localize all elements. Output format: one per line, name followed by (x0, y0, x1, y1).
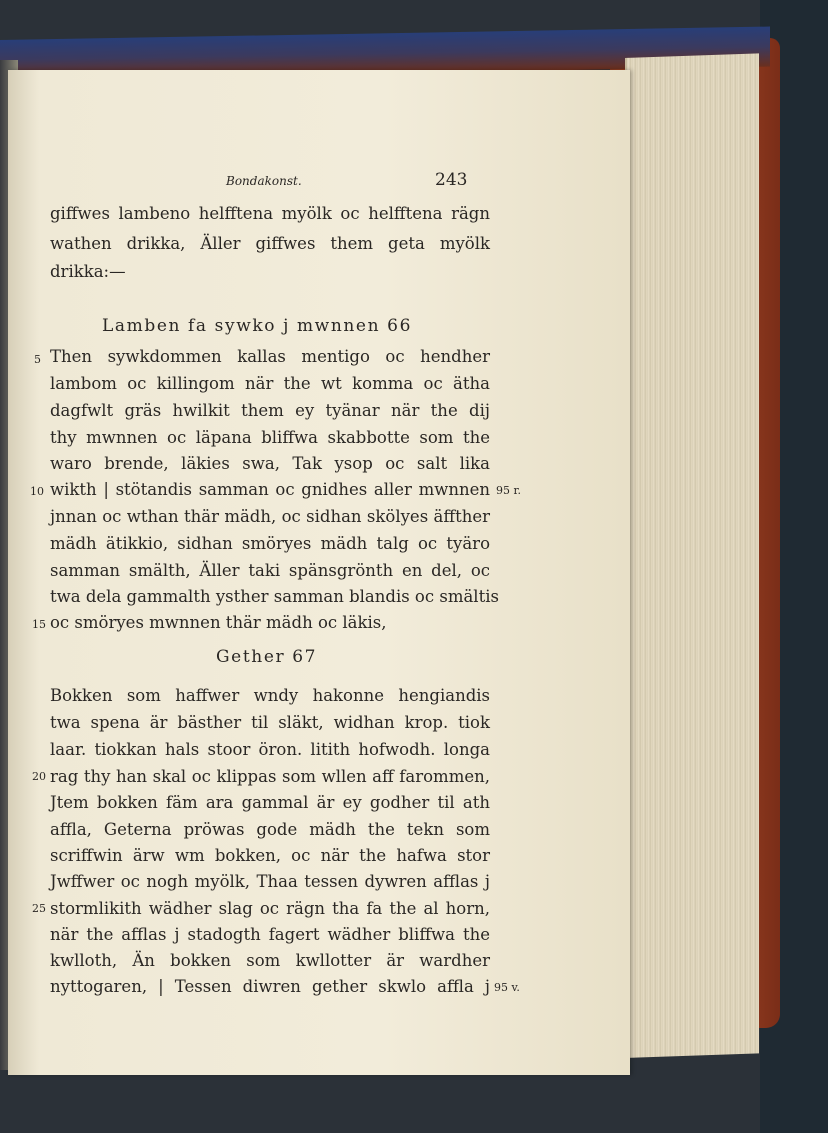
running-title: Bondakonst. (226, 174, 302, 188)
text-line: wathen drikka, Äller giffwes them geta myölk (50, 234, 490, 253)
text-line: scriffwin ärw wm bokken, oc när the hafwa stor (50, 846, 490, 865)
text-line: nyttogaren, | Tessen diwren gether skwlo affla j (50, 977, 490, 996)
text-line: när the afflas j stadogth fagert wädher bliffwa the (50, 925, 490, 944)
section-heading: Gether 67 (216, 647, 318, 667)
page-number: 243 (435, 170, 468, 190)
text-line: rag thy han skal oc klippas som wllen aff farommen, (50, 767, 490, 786)
line-number: 5 (34, 353, 41, 366)
text-line: samman smälth, Äller taki spänsgrönth en del, oc (50, 561, 490, 580)
text-line: jnnan oc wthan thär mädh, oc sidhan skölyes äffther (50, 507, 490, 526)
text-line: giffwes lambeno helfftena myölk oc helfftena rägn (50, 204, 490, 223)
text-line: twa spena är bästher til släkt, widhan krop. tiok (50, 713, 490, 732)
text-line: oc smöryes mwnnen thär mädh oc läkis, (50, 613, 387, 632)
line-number: 25 (32, 902, 46, 915)
section-heading: Lamben fa sywko j mwnnen 66 (102, 316, 412, 336)
line-number: 15 (32, 618, 46, 631)
line-number: 20 (32, 770, 46, 783)
text-line: mädh ätikkio, sidhan smöryes mädh talg oc tyäro (50, 534, 490, 553)
text-line: affla, Geterna pröwas gode mädh the tekn som (50, 820, 490, 839)
text-line: lambom oc killingom när the wt komma oc ätha (50, 374, 490, 393)
text-line: drikka:— (50, 262, 126, 281)
text-line: dagfwlt gräs hwilkit them ey tyänar när the dij (50, 401, 490, 420)
text-line: thy mwnnen oc läpana bliffwa skabbotte som the (50, 428, 490, 447)
text-line: laar. tiokkan hals stoor öron. litith hofwodh. longa (50, 740, 490, 759)
text-line: Bokken som haffwer wndy hakonne hengiandis (50, 686, 490, 705)
text-line: twa dela gammalth ysther samman blandis oc smältis (50, 587, 499, 606)
margin-folio-note: 95 v. (494, 981, 520, 994)
text-line: Jwffwer oc nogh myölk, Thaa tessen dywren afflas j (50, 872, 490, 891)
text-line: stormlikith wädher slag oc rägn tha fa the al horn, (50, 899, 490, 918)
text-line: Then sywkdommen kallas mentigo oc hendher (50, 347, 490, 366)
text-line: waro brende, läkies swa, Tak ysop oc salt lika (50, 454, 490, 473)
text-line: kwlloth, Än bokken som kwllotter är wardher (50, 951, 490, 970)
margin-folio-note: 95 r. (496, 484, 522, 497)
line-number: 10 (30, 485, 44, 498)
text-line: Jtem bokken fäm ara gammal är ey godher til ath (50, 793, 490, 812)
text-line: wikth | stötandis samman oc gnidhes aller mwnnen (50, 480, 490, 499)
